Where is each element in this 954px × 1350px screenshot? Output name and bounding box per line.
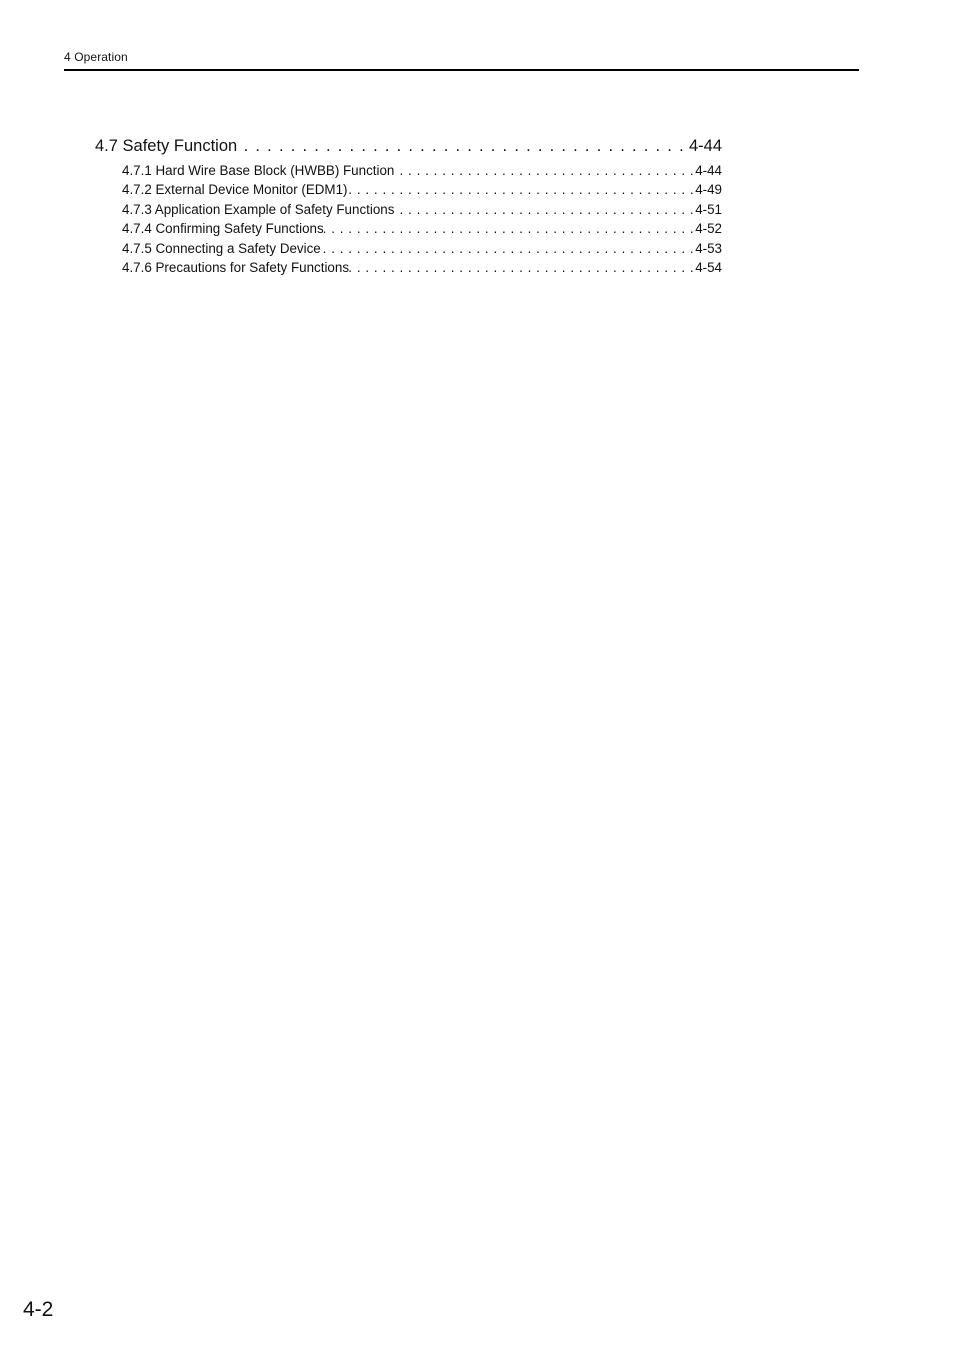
dot-leader <box>348 180 696 199</box>
toc-section-page: 4-44 <box>688 137 722 155</box>
toc-section-4-7[interactable] <box>95 136 722 157</box>
toc-subsection-4-7-4[interactable] <box>122 219 722 238</box>
toc-subsection-4-7-5[interactable] <box>122 239 722 258</box>
toc-subsection-label: 4.7.1 Hard Wire Base Block (HWBB) Function <box>122 163 395 178</box>
dot-leader <box>394 200 695 219</box>
toc-subsection-4-7-1[interactable] <box>122 161 722 180</box>
toc-subsection-4-7-2[interactable] <box>122 180 722 199</box>
toc-subsection-page: 4-54 <box>695 259 722 275</box>
dot-leader <box>324 219 695 238</box>
toc-section-label: 4.7 Safety Function <box>95 137 238 155</box>
dot-leader <box>321 239 695 258</box>
toc-subsection-label: 4.7.3 Application Example of Safety Functions <box>122 201 395 217</box>
toc-subsection-list <box>122 161 722 277</box>
toc-subsection-page: 4-51 <box>695 201 722 217</box>
toc-subsection-page: 4-53 <box>695 240 722 256</box>
page-number: 4-2 <box>23 1298 54 1321</box>
running-header: 4 Operation <box>64 50 128 64</box>
header-rule <box>64 69 859 71</box>
toc-subsection-label: 4.7.6 Precautions for Safety Functions <box>122 259 350 275</box>
toc-subsection-page: 4-44 <box>695 163 722 178</box>
toc-subsection-page: 4-52 <box>695 221 722 237</box>
dot-leader <box>349 258 695 277</box>
dot-leader <box>394 161 695 180</box>
toc-subsection-label: 4.7.5 Connecting a Safety Device <box>122 240 321 256</box>
toc-subsection-4-7-6[interactable] <box>122 258 722 277</box>
toc-subsection-page: 4-49 <box>695 182 722 198</box>
toc-subsection-label: 4.7.4 Confirming Safety Functions <box>122 221 324 237</box>
toc-subsection-4-7-3[interactable] <box>122 200 722 219</box>
table-of-contents <box>95 136 722 277</box>
toc-subsection-label: 4.7.2 External Device Monitor (EDM1) <box>122 182 348 198</box>
dot-leader <box>237 136 689 157</box>
